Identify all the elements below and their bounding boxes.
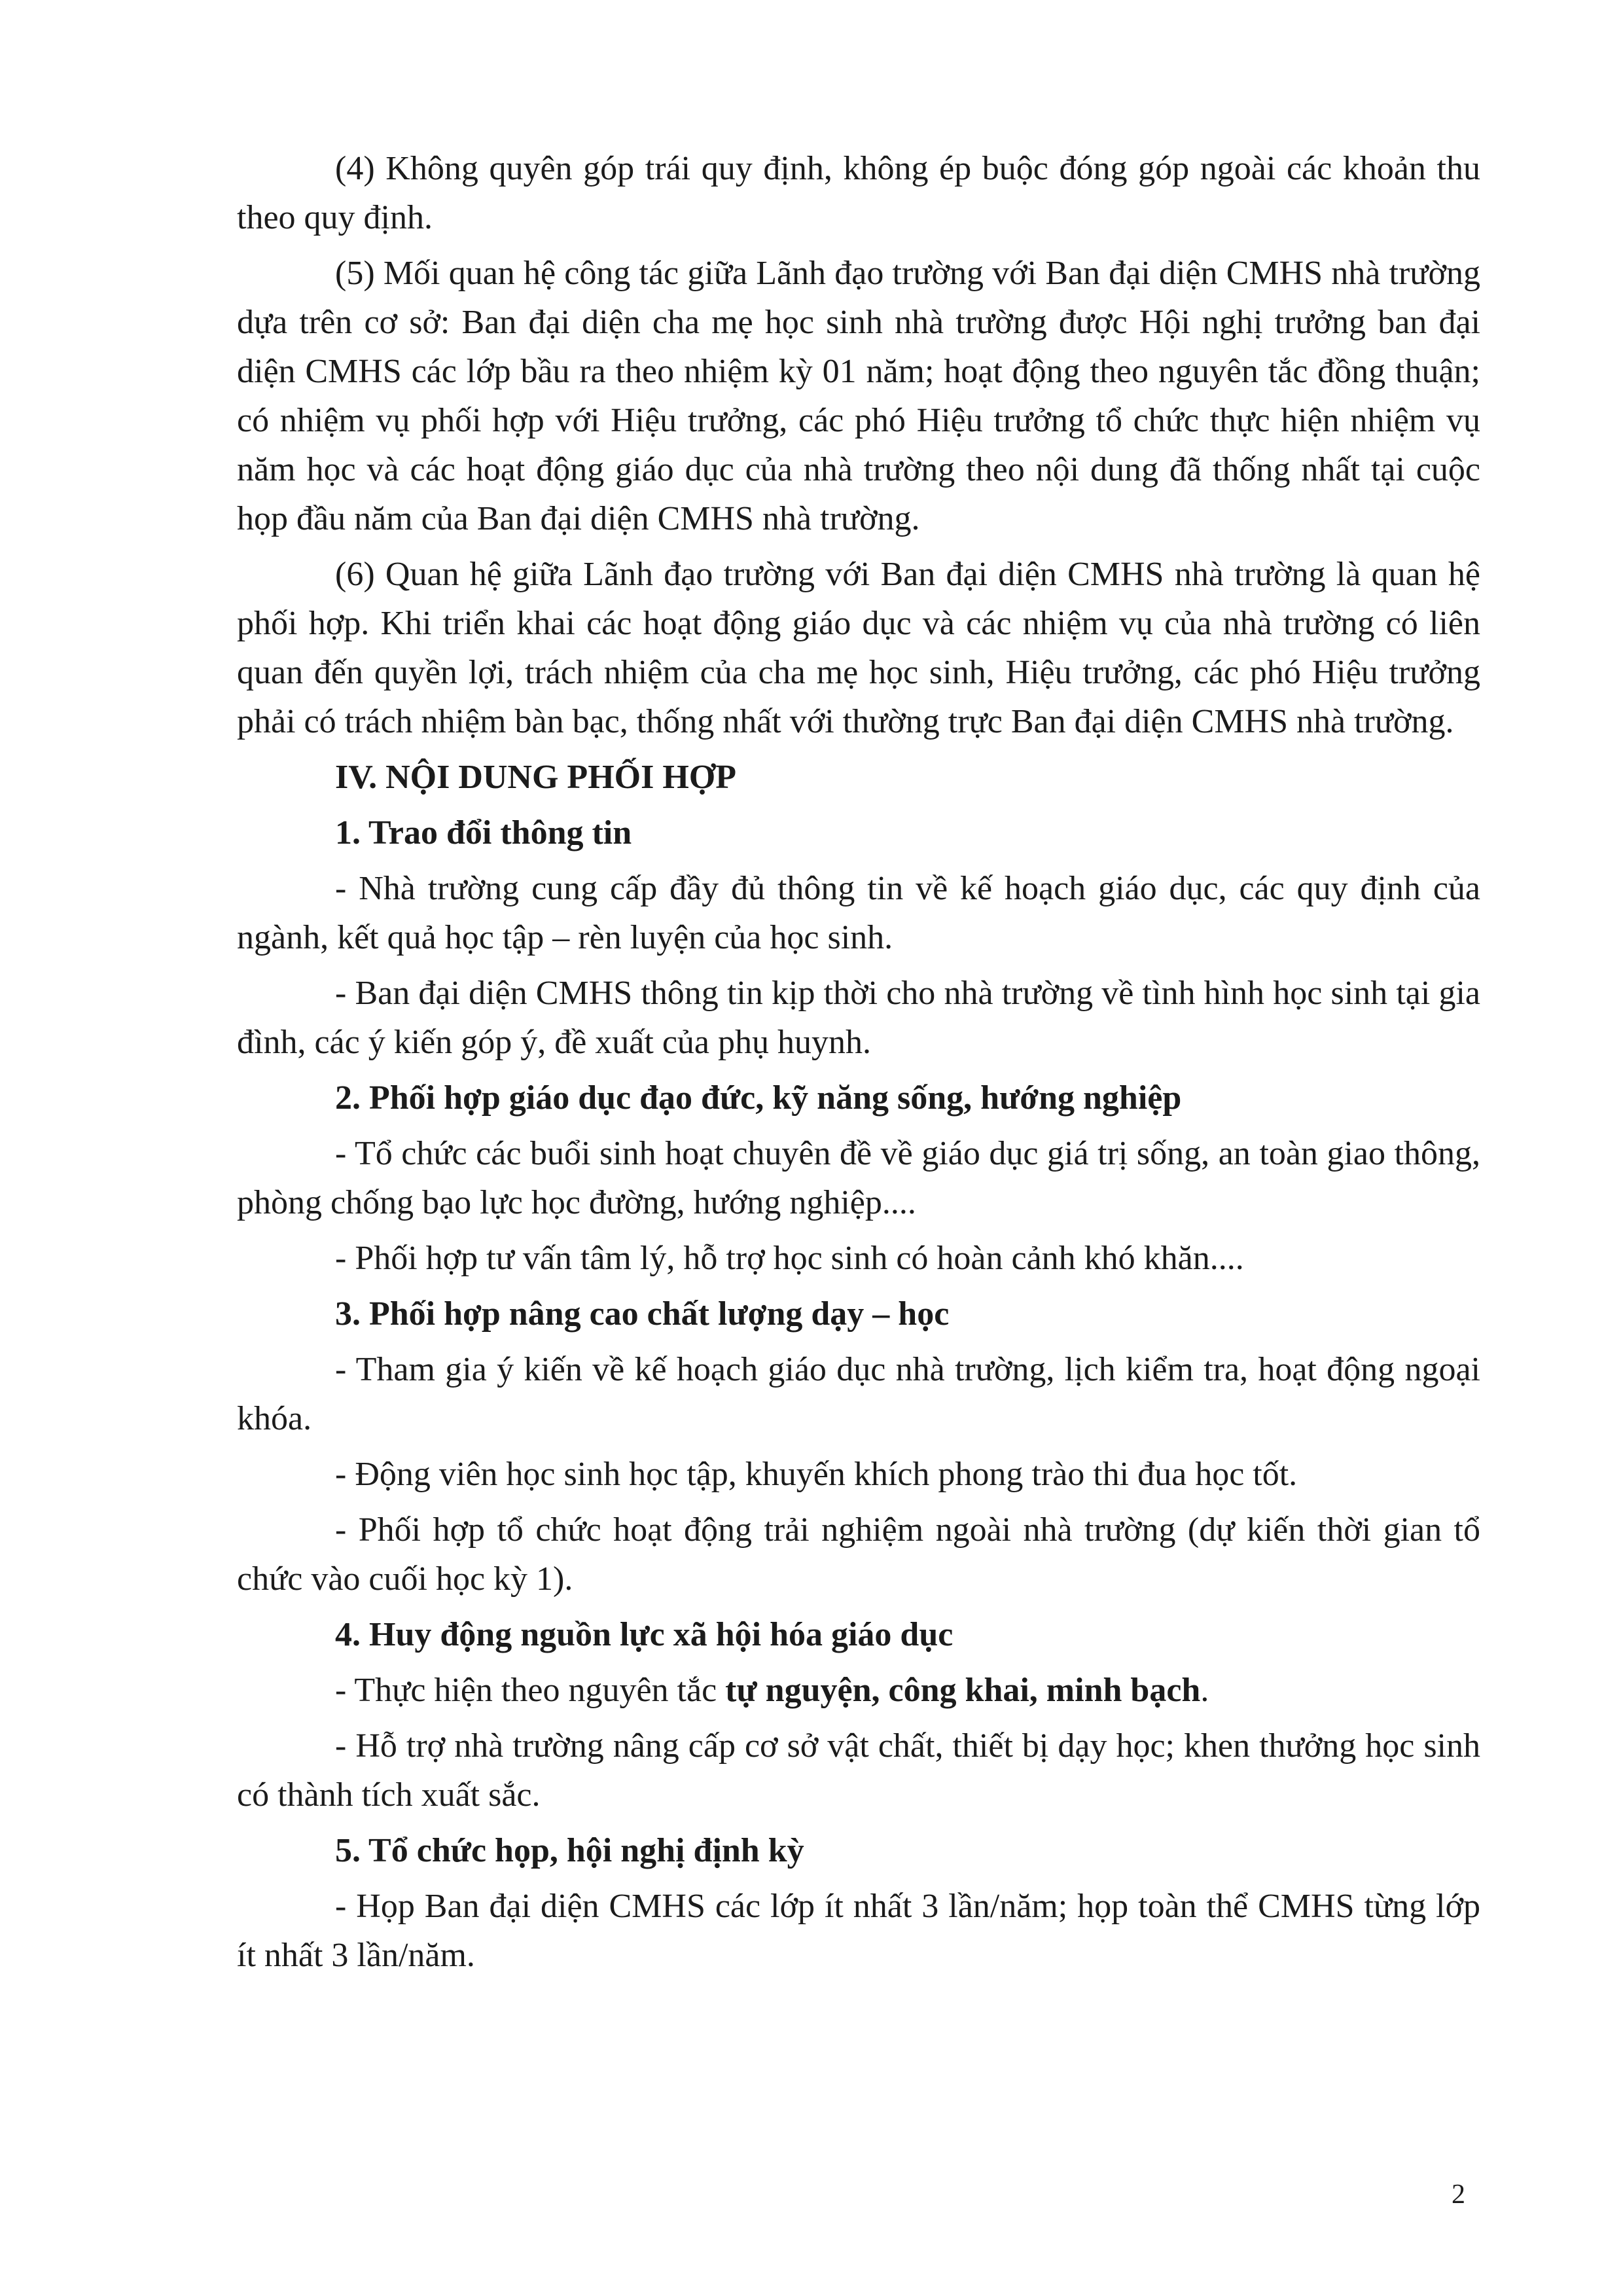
list-item-prefix: - Thực hiện theo nguyên tắc <box>335 1672 726 1709</box>
list-item: - Tham gia ý kiến về kế hoạch giáo dục nhà trường, lịch kiểm tra, hoạt động ngoại khóa. <box>237 1351 1480 1437</box>
list-item-suffix: . <box>1200 1672 1209 1709</box>
list-item: - Nhà trường cung cấp đầy đủ thông tin về kế hoạch giáo dục, các quy định của ngành, kết quả học tập – rèn luyện của học sinh. <box>237 870 1480 956</box>
subsection-heading-2: 2. Phối hợp giáo dục đạo đức, kỹ năng sống, hướng nghiệp <box>335 1079 1182 1117</box>
paragraph-5: (5) Mối quan hệ công tác giữa Lãnh đạo trường với Ban đại diện CMHS nhà trường dựa trên cơ sở: Ban đại diện cha mẹ học sinh nhà trường được Hội nghị trưởng ban đại diện CMHS các lớp bầu ra theo nhiệm kỳ 01 năm; hoạt động theo nguyên tắc đồng thuận; có nhiệm vụ phối hợp với Hiệu trưởng, các phó Hiệu trưởng tổ chức thực hiện nhiệm vụ năm học và các hoạt động giáo dục của nhà trường theo nội dung đã thống nhất tại cuộc họp đầu năm của Ban đại diện CMHS nhà trường. <box>237 255 1480 537</box>
subsection-heading-1: 1. Trao đổi thông tin <box>335 814 632 852</box>
page-number: 2 <box>1452 2179 1465 2210</box>
section-heading: IV. NỘI DUNG PHỐI HỢP <box>335 759 736 796</box>
subsection-heading-3: 3. Phối hợp nâng cao chất lượng dạy – học <box>335 1295 950 1333</box>
list-item: - Họp Ban đại diện CMHS các lớp ít nhất 3 lần/năm; họp toàn thể CMHS từng lớp ít nhất 3 lần/năm. <box>237 1888 1480 1974</box>
document-page <box>237 144 1480 1986</box>
list-item: - Động viên học sinh học tập, khuyến khích phong trào thi đua học tốt. <box>335 1456 1298 1493</box>
paragraph-4: (4) Không quyên góp trái quy định, không ép buộc đóng góp ngoài các khoản thu theo quy định. <box>237 150 1480 236</box>
paragraph-6: (6) Quan hệ giữa Lãnh đạo trường với Ban đại diện CMHS nhà trường là quan hệ phối hợp. Khi triển khai các hoạt động giáo dục và các nhiệm vụ của nhà trường có liên quan đến quyền lợi, trách nhiệm của cha mẹ học sinh, Hiệu trưởng, các phó Hiệu trưởng phải có trách nhiệm bàn bạc, thống nhất với thường trực Ban đại diện CMHS nhà trường. <box>237 556 1480 740</box>
list-item: - Hỗ trợ nhà trường nâng cấp cơ sở vật chất, thiết bị dạy học; khen thưởng học sinh có thành tích xuất sắc. <box>237 1727 1480 1814</box>
subsection-heading-5: 5. Tổ chức họp, hội nghị định kỳ <box>335 1832 804 1869</box>
list-item <box>237 1666 1480 1715</box>
list-item: - Phối hợp tư vấn tâm lý, hỗ trợ học sinh có hoàn cảnh khó khăn.... <box>335 1240 1244 1277</box>
list-item: - Phối hợp tổ chức hoạt động trải nghiệm ngoài nhà trường (dự kiến thời gian tổ chức vào cuối học kỳ 1). <box>237 1511 1480 1598</box>
subsection-heading-4: 4. Huy động nguồn lực xã hội hóa giáo dục <box>335 1616 954 1653</box>
list-item-emphasis: tự nguyện, công khai, minh bạch <box>725 1672 1201 1709</box>
list-item: - Ban đại diện CMHS thông tin kịp thời cho nhà trường về tình hình học sinh tại gia đình, các ý kiến góp ý, đề xuất của phụ huynh. <box>237 975 1480 1061</box>
list-item: - Tổ chức các buổi sinh hoạt chuyên đề về giáo dục giá trị sống, an toàn giao thông, phòng chống bạo lực học đường, hướng nghiệp.... <box>237 1135 1480 1221</box>
